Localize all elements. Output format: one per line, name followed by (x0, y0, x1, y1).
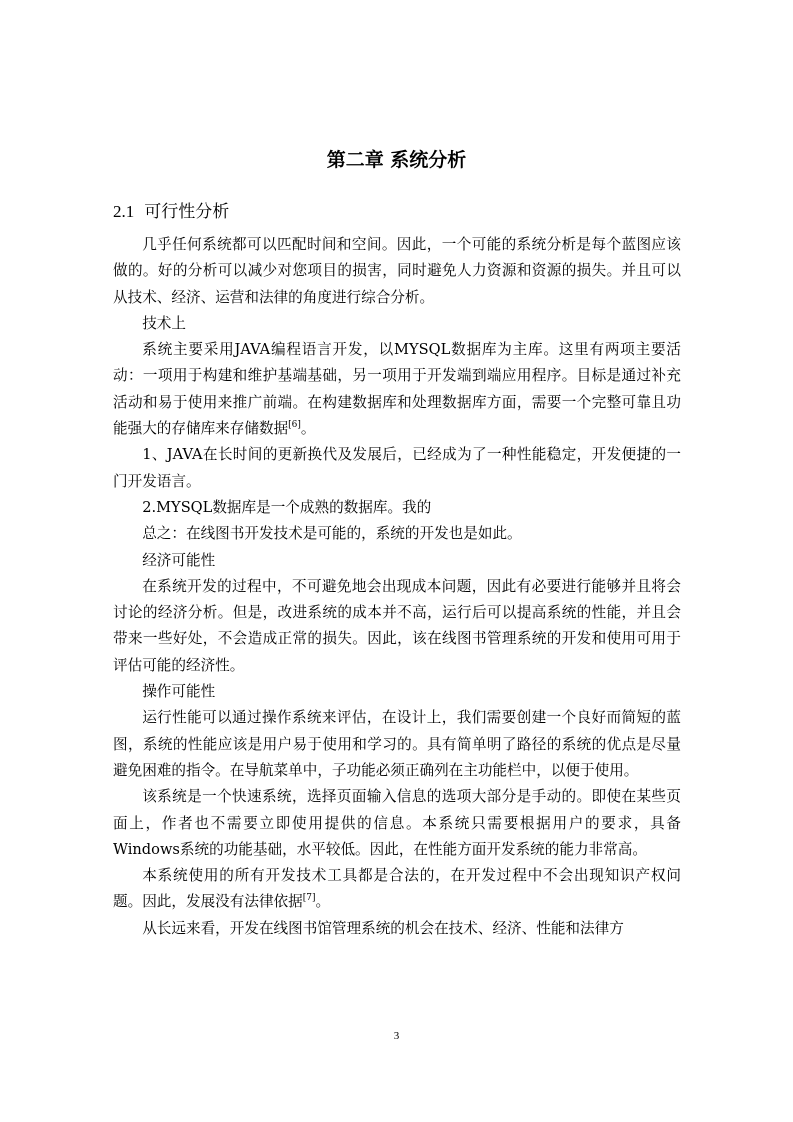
paragraph: 该系统是一个快速系统，选择页面输入信息的选项大部分是手动的。即使在某些页面上，作者也不需要立即使用提供的信息。本系统只需要根据用户的要求，具备Windows系统的功能基础，水平较低。因此，在性能方面开发系统的能力非常高。 (113, 788, 681, 858)
paragraph: 1、JAVA在长时间的更新换代及发展后，已经成为了一种性能稳定，开发便捷的一门开发语言。 (113, 446, 681, 490)
paragraph: 运行性能可以通过操作系统来评估，在设计上，我们需要创建一个良好而简短的蓝图，系统的性能应该是用户易于使用和学习的。具有简单明了路径的系统的优点是尽量避免困难的指令。在导航菜单中，子功能必须正确列在主功能栏中，以便于使用。 (113, 709, 681, 779)
paragraph: 2.MYSQL数据库是一个成熟的数据库。我的 (142, 498, 432, 516)
body-text (113, 232, 681, 942)
section-heading (113, 200, 229, 224)
section-number: 2.1 (113, 202, 135, 221)
paragraph: 技术上 (142, 314, 186, 332)
paragraph: 本系统使用的所有开发技术工具都是合法的，在开发过程中不会出现知识产权问题。因此，发展没有法律依据[7]。 (113, 867, 681, 911)
citation: [6] (288, 420, 301, 431)
paragraph: 总之：在线图书开发技术是可能的，系统的开发也是如此。 (142, 525, 522, 543)
paragraph: 操作可能性 (142, 683, 216, 701)
section-title: 可行性分析 (144, 202, 230, 222)
paragraph: 系统主要采用JAVA编程语言开发，以MYSQL数据库为主库。这里有两项主要活动：一项用于构建和维护基端基础，另一项用于开发端到端应用程序。目标是通过补充活动和易于使用来推广前端。在构建数据库和处理数据库方面，需要一个完整可靠且功能强大的存储库来存储数据[6]。 (113, 341, 681, 438)
paragraph: 从长远来看，开发在线图书馆管理系统的机会在技术、经济、性能和法律方 (142, 919, 624, 937)
paragraph: 经济可能性 (142, 551, 216, 569)
paragraph: 几乎任何系统都可以匹配时间和空间。因此，一个可能的系统分析是每个蓝图应该做的。好的分析可以减少对您项目的损害，同时避免人力资源和资源的损失。并且可以从技术、经济、运营和法律的角度进行综合分析。 (113, 236, 681, 306)
paragraph: 在系统开发的过程中，不可避免地会出现成本问题，因此有必要进行能够并且将会讨论的经济分析。但是，改进系统的成本并不高，运行后可以提高系统的性能，并且会带来一些好处，不会造成正常的损失。因此，该在线图书管理系统的开发和使用可用于评估可能的经济性。 (113, 577, 681, 674)
chapter-title: 第二章 系统分析 (326, 149, 467, 171)
citation: [7] (302, 893, 316, 904)
page-number: 3 (393, 1030, 400, 1042)
